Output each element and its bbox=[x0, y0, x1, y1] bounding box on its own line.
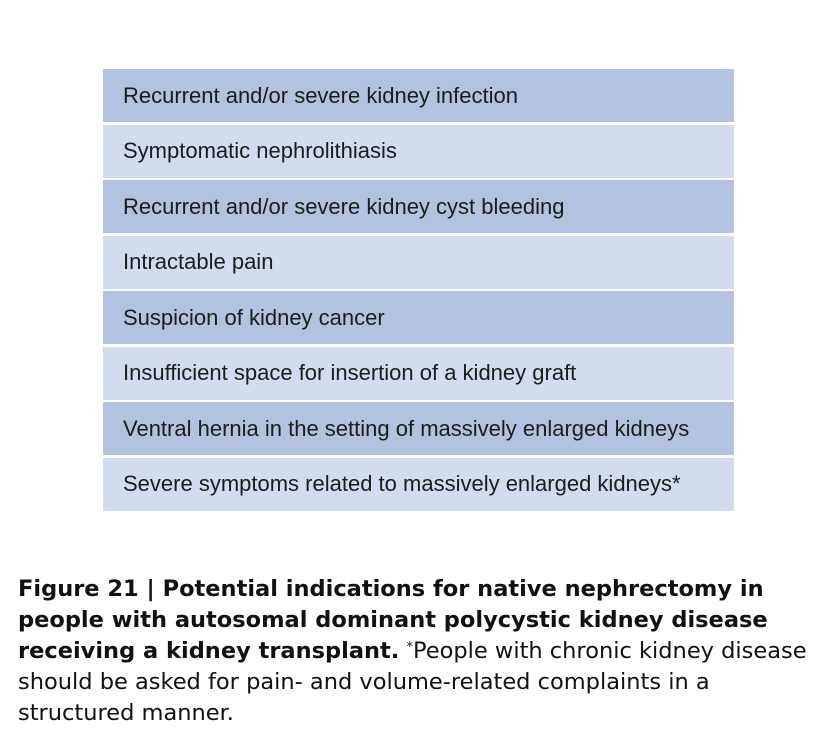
table-row-text: Insufficient space for insertion of a kidney graft bbox=[123, 360, 577, 385]
table-row bbox=[103, 402, 734, 455]
footnote-mark: * bbox=[406, 640, 414, 655]
table-row-text: Suspicion of kidney cancer bbox=[123, 304, 385, 330]
table-row-text: Recurrent and/or severe kidney infection bbox=[123, 82, 518, 108]
indications-table bbox=[103, 69, 734, 513]
table-row-text: Ventral hernia in the setting of massively enlarged kidneys bbox=[123, 415, 690, 441]
table-row-text: Recurrent and/or severe kidney cyst bleeding bbox=[123, 193, 565, 219]
figure-title: Potential indications for native nephrectomy in people with autosomal dominant polycystic kidney disease receiving a kidney transplant. bbox=[18, 576, 768, 664]
table-row bbox=[103, 236, 734, 289]
table-row-text: Intractable pain bbox=[123, 249, 274, 274]
table-row bbox=[103, 347, 734, 400]
footnote-text: People with chronic kidney disease should be asked for pain- and volume-related complaints in a structured manner. bbox=[18, 638, 807, 726]
figure-label: Figure 21 | bbox=[18, 576, 163, 602]
table-row-text: Symptomatic nephrolithiasis bbox=[123, 138, 397, 163]
table-row bbox=[103, 125, 734, 178]
figure-caption bbox=[18, 574, 833, 729]
table-row bbox=[103, 291, 734, 344]
table-row-text: Severe symptoms related to massively enlarged kidneys* bbox=[123, 471, 681, 496]
table-row bbox=[103, 69, 734, 122]
table-row bbox=[103, 458, 734, 511]
table-row bbox=[103, 180, 734, 233]
